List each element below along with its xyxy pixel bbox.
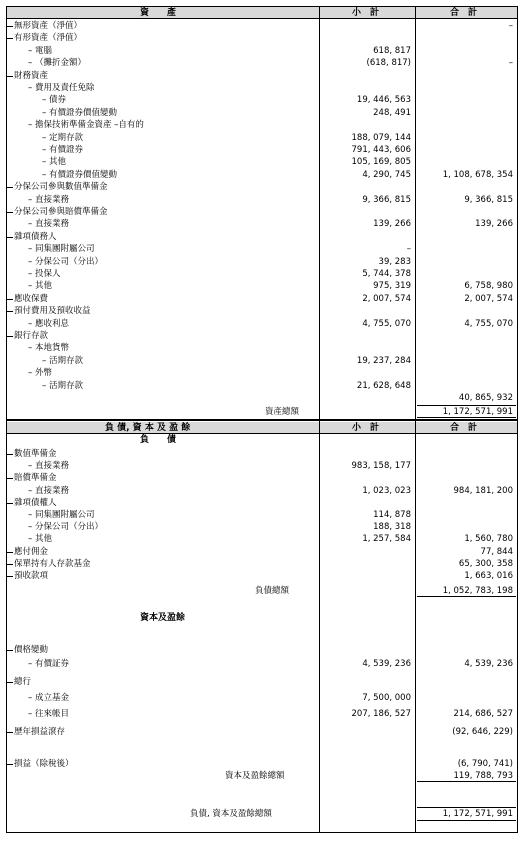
capital-row [0,644,529,656]
bullet-dash-icon [7,237,13,238]
asset-label: – 同集團附屬公司 [28,244,95,255]
liability-label: 預收款項 [14,571,49,581]
liability-row [0,521,529,533]
capital-label: 總行 [14,677,32,687]
asset-row [0,380,529,392]
asset-row [0,132,529,144]
asset-row [0,57,529,69]
asset-label: – 電腦 [28,45,52,56]
liability-row [0,533,529,545]
capital-label: – 有價証券 [28,659,69,669]
asset-label: 應收保費 [14,293,49,304]
asset-row [0,392,529,404]
asset-label: 財務資產 [14,70,49,81]
asset-row [0,32,529,44]
capital-row [0,676,529,688]
liability-label: 數值準備金 [14,449,57,459]
assets-subtotal-rule [417,405,516,406]
capital-total-label: 資本及盈餘總額 [225,771,285,781]
bullet-dash-icon [7,732,13,733]
liability-row [0,570,529,582]
bullet-dash-icon [7,454,13,455]
bullet-dash-icon [7,503,13,504]
liability-row [0,472,529,484]
bullet-dash-icon [7,650,13,651]
bullet-dash-icon [7,311,13,312]
asset-label: – 定期存款 [42,132,83,143]
capital-subtotal: 4, 539, 236 [362,659,411,669]
asset-total: 139, 266 [475,219,513,230]
asset-row [0,82,529,94]
asset-row [0,305,529,317]
asset-label: – 活期存款 [42,380,83,391]
capital-total: 4, 539, 236 [464,659,513,669]
assets-header-subtotal: 小 計 [352,8,380,18]
asset-row [0,293,529,305]
asset-total: 40, 865, 932 [458,393,513,403]
capital-row [0,758,529,770]
capital-label: – 成立基金 [28,693,69,703]
capital-row [0,708,529,720]
asset-row [0,144,529,156]
grand-total-label: 負債, 資本及盈餘總額 [190,809,272,819]
asset-label: – 本地貨幣 [28,343,69,354]
asset-row [0,355,529,367]
asset-total: 6, 758, 980 [464,281,513,292]
capital-label: 損益（除稅後） [14,759,74,769]
liability-label: – 直接業務 [28,461,69,472]
asset-row [0,367,529,379]
liabilities-title-row [0,434,529,446]
liability-label: – 其他 [28,534,52,545]
asset-row [0,280,529,292]
capital-row [0,692,529,704]
capital-label: 歷年損益滾存 [14,727,66,737]
asset-row [0,194,529,206]
asset-row [0,119,529,131]
liabilities-title: 負 債 [140,435,177,445]
asset-row [0,330,529,342]
asset-row [0,20,529,32]
asset-subtotal: 791, 443, 606 [351,145,411,155]
asset-row [0,268,529,280]
liability-row [0,448,529,460]
asset-label: – 投保人 [28,269,61,279]
asset-subtotal: 4, 290, 745 [362,169,411,180]
asset-row [0,94,529,106]
asset-subtotal: 19, 446, 563 [356,95,411,106]
liability-label: 雜項債權人 [14,497,57,508]
asset-subtotal: 139, 266 [373,219,411,230]
bullet-dash-icon [7,26,13,27]
capital-row [0,726,529,738]
liability-label: – 分保公司（分出） [28,522,103,533]
asset-subtotal: 21, 628, 648 [356,380,411,391]
bullet-dash-icon [7,38,13,39]
bullet-dash-icon [7,336,13,337]
liabilities-total-value: 1, 052, 783, 198 [442,586,513,596]
asset-label: – 擔保技術準備金資產 –自有的 [28,120,144,131]
liability-row [0,485,529,497]
capital-total: 214, 686, 527 [453,709,513,719]
liability-label: – 同集團附屬公司 [28,510,95,520]
liability-label: – 直接業務 [28,485,69,496]
asset-total: – [508,58,513,69]
asset-subtotal: 2, 007, 574 [362,293,411,304]
liability-row [0,558,529,570]
asset-subtotal: 39, 283 [378,256,411,267]
asset-row [0,342,529,354]
liabilities-header-title: 負 債, 資 本 及 盈 餘 [105,423,191,433]
liability-subtotal: 188, 318 [373,522,411,533]
asset-label: – 有價證券價值變動 [42,169,117,180]
asset-subtotal: 975, 319 [373,281,411,292]
asset-row [0,70,529,82]
assets-total-rule [417,417,516,418]
capital-title-row [0,612,529,624]
liabilities-header-total: 合 計 [450,423,478,433]
asset-row [0,45,529,57]
bullet-dash-icon [7,564,13,565]
asset-label: 分保公司參與數值準備金 [14,182,108,193]
asset-label: – 其他 [42,157,66,168]
asset-row [0,169,529,181]
liability-label: 賠償準備金 [14,473,57,484]
asset-subtotal: 5, 744, 378 [362,269,411,279]
grand-total-rule-bottom [417,820,516,821]
liabilities-header [0,422,529,434]
asset-label: 銀行存款 [14,331,49,341]
assets-header-title: 資 產 [140,8,177,18]
asset-total: 4, 755, 070 [464,318,513,329]
bullet-dash-icon [7,299,13,300]
liability-total: 984, 181, 200 [453,485,513,496]
grand-total-rule-top [417,807,516,808]
asset-row [0,243,529,255]
bullet-dash-icon [7,76,13,77]
liability-subtotal: 114, 878 [373,510,411,520]
asset-total: 2, 007, 574 [464,293,513,304]
asset-total: 9, 366, 815 [464,194,513,205]
assets-header-total: 合 計 [450,8,478,18]
asset-label: – 活期存款 [42,355,83,366]
asset-subtotal: 618, 817 [373,45,411,56]
bullet-dash-icon [7,576,13,577]
liability-subtotal: 1, 023, 023 [362,485,411,496]
asset-label: – （攤折金額） [28,58,86,69]
liability-label: 保單持有人存款基金 [14,558,91,569]
liability-row [0,497,529,509]
bullet-dash-icon [7,212,13,213]
asset-label: – 分保公司（分出） [28,256,103,267]
asset-row [0,256,529,268]
capital-row [0,658,529,670]
grand-total-value: 1, 172, 571, 991 [442,809,513,819]
bullet-dash-icon [7,187,13,188]
liability-row [0,509,529,521]
section-divider [6,419,518,421]
asset-row [0,231,529,243]
bullet-dash-icon [7,478,13,479]
asset-label: – 債券 [42,95,66,106]
liability-label: 應付佣金 [14,546,49,557]
liability-total: 1, 663, 016 [464,571,513,581]
asset-label: – 其他 [28,281,52,292]
capital-total-rule [417,781,516,782]
liabilities-total-label: 負債總額 [255,586,290,596]
capital-total: (6, 790, 741) [457,759,513,769]
liability-row [0,546,529,558]
capital-label: 價格變動 [14,645,49,655]
asset-label: 無形資產（淨值） [14,21,83,31]
asset-row [0,318,529,330]
asset-subtotal: (618, 817) [366,58,411,69]
capital-label: – 往來帳目 [28,709,69,719]
bullet-dash-icon [7,764,13,765]
asset-row [0,181,529,193]
liabilities-header-subtotal: 小 計 [352,423,380,433]
asset-label: – 有價證券價值變動 [42,107,117,118]
asset-total: – [508,21,513,31]
asset-row [0,206,529,218]
capital-subtotal: 7, 500, 000 [362,693,411,703]
assets-total-value: 1, 172, 571, 991 [442,407,513,417]
asset-subtotal: – [406,244,411,255]
liability-subtotal: 1, 257, 584 [362,534,411,545]
liability-row [0,460,529,472]
liability-total: 77, 844 [480,546,513,557]
bullet-dash-icon [7,552,13,553]
asset-label: 預付費用及預收收益 [14,306,91,317]
asset-label: – 有價證券 [42,145,83,155]
liability-total: 1, 560, 780 [464,534,513,545]
asset-label: – 直接業務 [28,194,69,205]
capital-total-value: 119, 788, 793 [453,771,513,781]
asset-row [0,107,529,119]
liabilities-total-rule [417,596,516,597]
asset-label: 雜項債務人 [14,231,57,242]
assets-header [0,7,529,19]
liability-subtotal: 983, 158, 177 [351,461,411,472]
asset-label: 分保公司參與賠償準備金 [14,207,108,217]
capital-total: (92, 646, 229) [452,727,513,737]
assets-total-label: 資產總額 [265,407,300,417]
asset-row [0,218,529,230]
asset-subtotal: 9, 366, 815 [362,194,411,205]
capital-subtotal: 207, 186, 527 [351,709,411,719]
bullet-dash-icon [7,682,13,683]
asset-subtotal: 4, 755, 070 [362,318,411,329]
asset-label: – 費用及責任免除 [28,83,95,93]
asset-label: – 應收利息 [28,318,69,329]
asset-total: 1, 108, 678, 354 [442,169,513,180]
asset-subtotal: 19, 237, 284 [356,355,411,366]
asset-label: – 直接業務 [28,219,69,230]
asset-subtotal: 188, 079, 144 [351,132,411,143]
asset-label: – 外幣 [28,368,52,379]
asset-subtotal: 105, 169, 805 [351,157,411,168]
grand-total-row [0,808,529,820]
liability-total: 65, 300, 358 [458,558,513,569]
asset-subtotal: 248, 491 [373,107,411,118]
asset-row [0,156,529,168]
capital-title: 資本及盈餘 [140,613,186,623]
asset-label: 有形資產（淨值） [14,33,83,44]
